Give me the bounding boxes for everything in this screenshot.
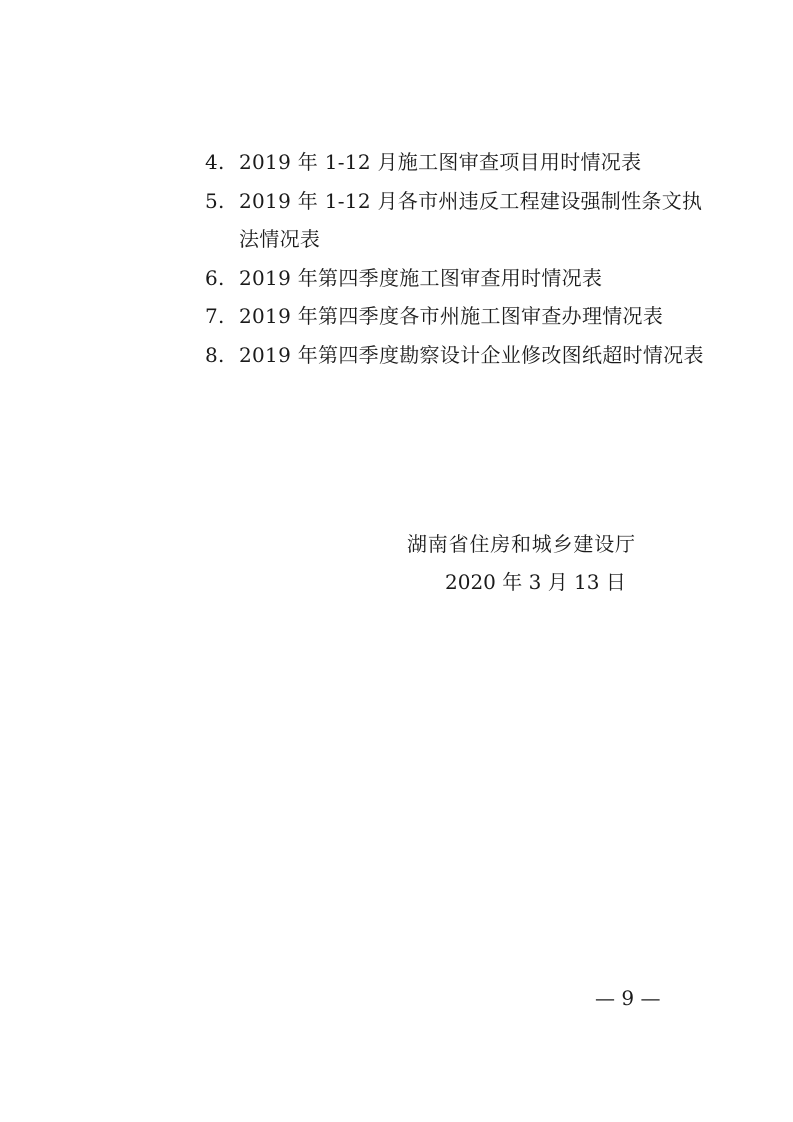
attachment-number: 5. <box>205 188 225 213</box>
attachment-list <box>205 143 705 374</box>
attachment-title: 2019 年第四季度各市州施工图审查办理情况表 <box>239 304 664 328</box>
attachment-title: 2019 年第四季度勘察设计企业修改图纸超时情况表 <box>239 342 704 367</box>
attachment-item <box>205 297 705 336</box>
attachment-number: 6. <box>205 265 225 290</box>
signature-block <box>407 525 707 601</box>
issuing-organization: 湖南省住房和城乡建设厅 <box>407 532 636 556</box>
attachment-item <box>205 259 705 298</box>
attachment-number: 8. <box>205 342 225 367</box>
attachment-number: 7. <box>205 304 225 328</box>
attachment-title: 2019 年 1-12 月各市州违反工程建设强制性条文执法情况表 <box>239 188 703 251</box>
attachment-title: 2019 年 1-12 月施工图审查项目用时情况表 <box>239 150 642 174</box>
page-number: — 9 — <box>595 986 661 1010</box>
attachment-item <box>205 143 705 182</box>
attachment-item <box>205 336 705 375</box>
issue-date: 2020 年 3 月 13 日 <box>445 570 626 594</box>
attachment-number: 4. <box>205 150 225 174</box>
attachment-title: 2019 年第四季度施工图审查用时情况表 <box>239 265 603 290</box>
attachment-item <box>205 182 705 259</box>
